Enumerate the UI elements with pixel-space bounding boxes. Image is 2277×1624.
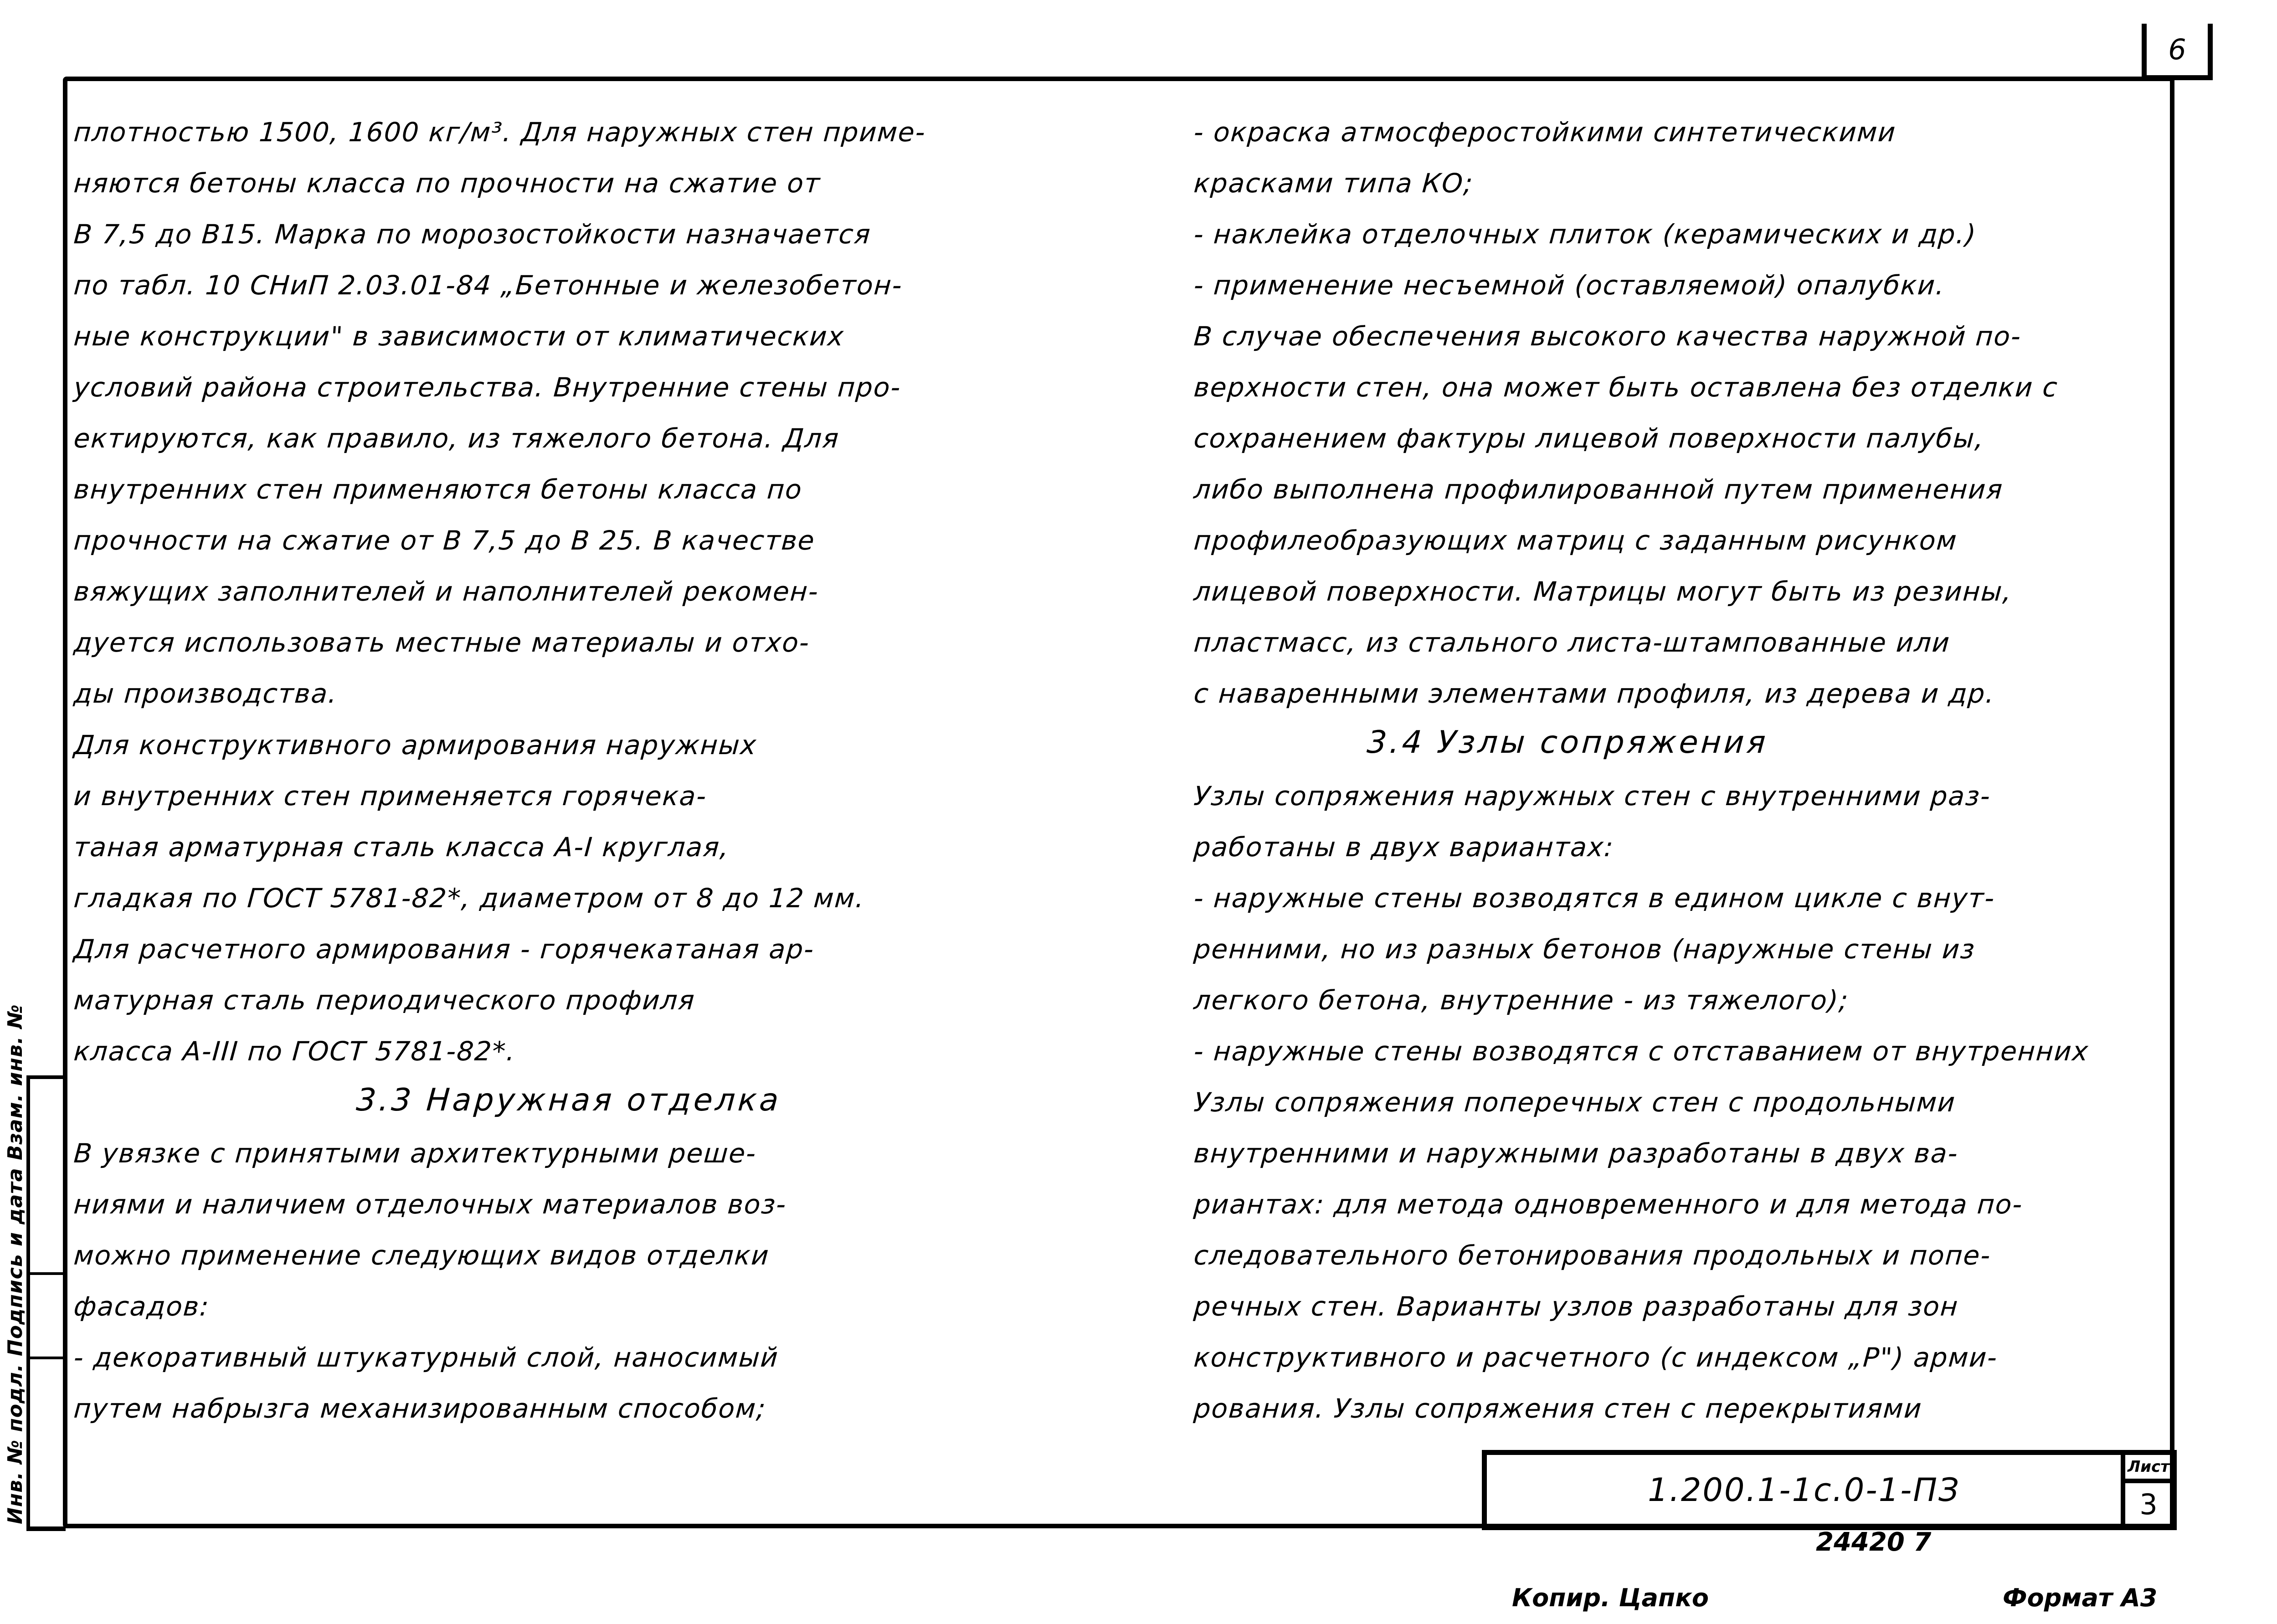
- text-line: В случае обеспечения высокого качества наружной по-: [1192, 321, 2023, 352]
- text-line: внутренних стен применяются бетоны класса по: [72, 474, 804, 505]
- binding-stamp-label: Инв. № подл. Подпись и дата Взам. инв. №: [4, 1004, 27, 1524]
- text-line: прочности на сжатие от В 7,5 до В 25. В качестве: [72, 525, 817, 556]
- text-line: условий района строительства. Внутренние стены про-: [72, 372, 902, 403]
- text-line: фасадов:: [72, 1291, 211, 1322]
- text-line: ные конструкции" в зависимости от климатических: [72, 321, 846, 352]
- text-line: дуется использовать местные материалы и отхо-: [72, 627, 811, 658]
- text-line: внутренними и наружными разработаны в двух ва-: [1192, 1138, 1960, 1169]
- text-line: - наружные стены возводятся в едином цикле с внут-: [1192, 883, 1996, 914]
- text-line: В увязке с принятыми архитектурными реше-: [72, 1138, 758, 1169]
- text-line: матурная сталь периодического профиля: [72, 985, 696, 1016]
- text-line: класса А-III по ГОСТ 5781-82*.: [72, 1036, 517, 1067]
- sheet-number: 3: [2139, 1487, 2158, 1521]
- text-line: профилеобразующих матриц с заданным рисунком: [1192, 525, 1958, 556]
- text-line: В 7,5 до В15. Марка по морозостойкости назначается: [72, 219, 872, 250]
- text-line: пластмасс, из стального листа-штампованные или: [1192, 627, 1952, 658]
- text-line: ектируются, как правило, из тяжелого бетона. Для: [72, 423, 841, 454]
- text-line: с наваренными элементами профиля, из дерева и др.: [1192, 678, 1996, 709]
- inventory-number: 24420 7: [1816, 1527, 1932, 1557]
- text-line: работаны в двух вариантах:: [1192, 832, 1615, 863]
- text-line: красками типа КО;: [1192, 168, 1475, 199]
- binding-cell-replacement: [30, 1079, 67, 1275]
- text-line: Для расчетного армирования - горячекатаная ар-: [72, 934, 816, 965]
- text-line: рования. Узлы сопряжения стен с перекрытиями: [1192, 1393, 1923, 1424]
- sheet-label: Лист: [2125, 1455, 2172, 1483]
- text-line: либо выполнена профилированной путем применения: [1192, 474, 2005, 505]
- text-line: Узлы сопряжения поперечных стен с продольными: [1192, 1087, 1957, 1118]
- text-line: следовательного бетонирования продольных и попе-: [1192, 1240, 1992, 1271]
- text-line: няются бетоны класса по прочности на сжатие от: [72, 168, 822, 199]
- text-line: конструктивного и расчетного (с индексом „Р") арми-: [1192, 1342, 1999, 1373]
- document-code: 1.200.1-1с.0-1-ПЗ: [1648, 1471, 1960, 1509]
- copied-by: Копир. Цапко: [1512, 1583, 1709, 1612]
- text-line: - декоративный штукатурный слой, наносимый: [72, 1342, 780, 1373]
- page-number-box: [2142, 24, 2213, 80]
- text-line: можно применение следующих видов отделки: [72, 1240, 771, 1271]
- text-line: верхности стен, она может быть оставлена без отделки с: [1192, 372, 2059, 403]
- title-block: [1482, 1450, 2177, 1530]
- text-line: речных стен. Варианты узлов разработаны для зон: [1192, 1291, 1960, 1322]
- text-line: плотностью 1500, 1600 кг/м³. Для наружных стен приме-: [72, 117, 927, 148]
- section-heading-3-4: 3.4 Узлы сопряжения: [1366, 725, 1770, 761]
- text-line: лицевой поверхности. Матрицы могут быть из резины,: [1192, 576, 2014, 607]
- binding-stamp-table: [26, 1075, 66, 1531]
- text-line: ниями и наличием отделочных материалов воз-: [72, 1189, 788, 1220]
- text-line: и внутренних стен применяется горячека-: [72, 781, 708, 812]
- sheet-cell: [2121, 1455, 2172, 1525]
- text-line: ренними, но из разных бетонов (наружные стены из: [1192, 934, 1977, 965]
- text-line: путем набрызга механизированным способом;: [72, 1393, 767, 1424]
- text-line: ды производства.: [72, 678, 339, 709]
- paper-format: Формат А3: [2003, 1583, 2158, 1612]
- text-line: таная арматурная сталь класса А-I круглая,: [72, 832, 730, 863]
- text-line: Узлы сопряжения наружных стен с внутренними раз-: [1192, 781, 1992, 812]
- section-heading-3-3: 3.3 Наружная отделка: [355, 1082, 782, 1118]
- binding-cell-signature: [30, 1275, 67, 1359]
- text-line: - наружные стены возводятся с отставанием от внутренних: [1192, 1036, 2090, 1067]
- page-number: 6: [2168, 33, 2186, 66]
- text-line: вяжущих заполнителей и наполнителей рекомен-: [72, 576, 820, 607]
- text-line: - окраска атмосферостойкими синтетическими: [1192, 117, 1897, 148]
- text-line: - применение несъемной (оставляемой) опалубки.: [1192, 270, 1946, 301]
- text-line: гладкая по ГОСТ 5781-82*, диаметром от 8 до 12 мм.: [72, 883, 866, 914]
- text-line: риантах: для метода одновременного и для метода по-: [1192, 1189, 2024, 1220]
- text-line: по табл. 10 СНиП 2.03.01-84 „Бетонные и железобетон-: [72, 270, 904, 301]
- text-line: сохранением фактуры лицевой поверхности палубы,: [1192, 423, 1986, 454]
- text-line: - наклейка отделочных плиток (керамических и др.): [1192, 219, 1978, 250]
- text-line: легкого бетона, внутренние - из тяжелого);: [1192, 985, 1850, 1016]
- text-line: Для конструктивного армирования наружных: [72, 730, 758, 761]
